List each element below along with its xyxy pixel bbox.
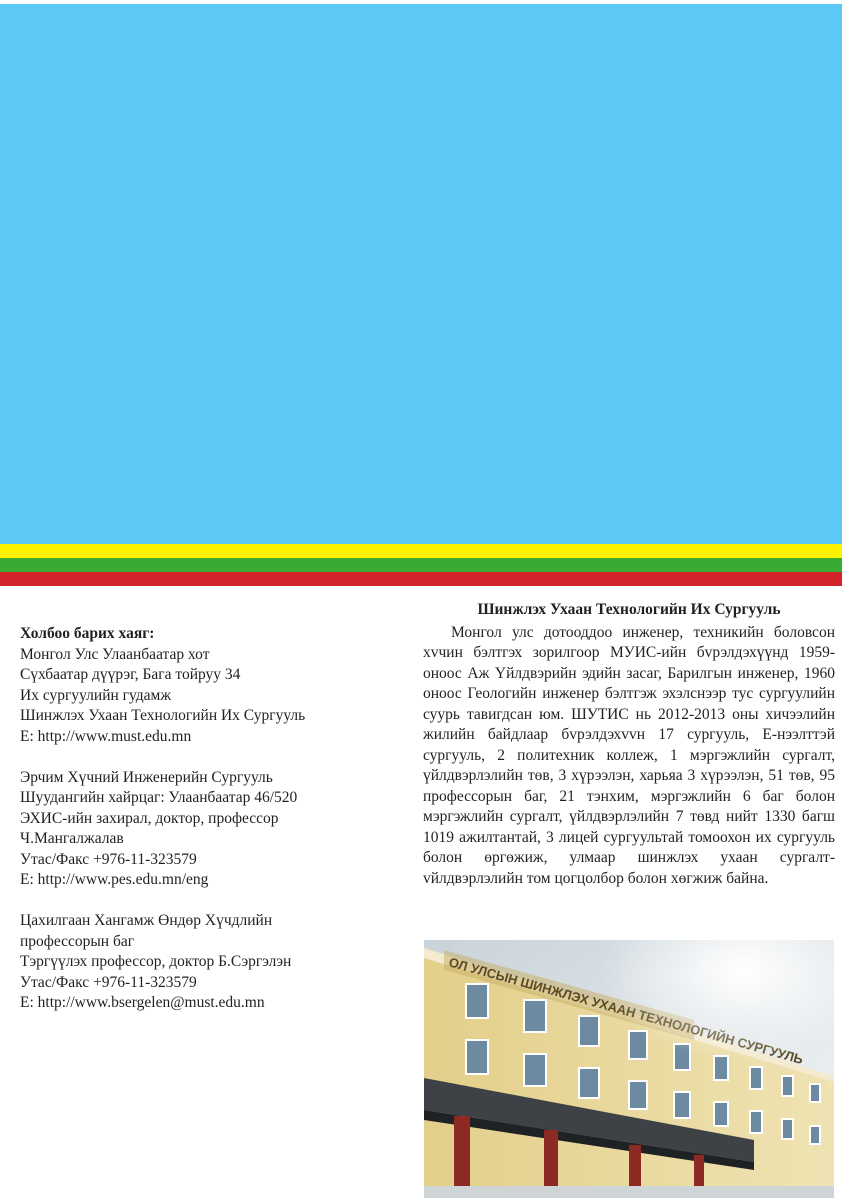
po-box-line: Шуудангийн хайрцаг: Улаанбаатар 46/520: [20, 789, 298, 806]
team-lead: Тэргүүлэх профессор, доктор Б.Сэргэлэн: [20, 953, 292, 970]
about-section: [423, 600, 835, 889]
team-name: Цахилгаан Хангамж Өндөр Хүчдлийн: [20, 912, 273, 929]
address-line: Монгол Улс Улаанбаатар хот: [20, 645, 210, 663]
address-line: Сүхбаатар дүүрэг, Бага тойруу 34: [20, 666, 241, 683]
yellow-stripe: [0, 544, 842, 558]
team-email: E: http://www.bsergelen@must.edu.mn: [20, 994, 265, 1011]
blue-banner: [0, 4, 842, 544]
school-website: E: http://www.pes.edu.mn/eng: [20, 871, 209, 888]
university-website: E: http://www.must.edu.mn: [20, 727, 192, 745]
about-title: Шинжлэх Ухаан Технологийн Их Сургууль: [477, 601, 781, 618]
power-engineering-school-block: [20, 768, 380, 891]
phone-fax: Утас/Факс +976-11-323579: [20, 973, 197, 991]
green-stripe: [0, 558, 842, 572]
school-name: Эрчим Хүчний Инженерийн Сургууль: [20, 768, 273, 786]
about-paragraph: Монгол улс дотооддоо инженер, техникийн боловсон хvчин бэлтгэх зорилгоор МУИС-ийн бvрэлдэхүүнд 1959-оноос Аж Үйлдвэрийн эдийн засаг, Барилгын инженер, 1960 оноос Геологийн инженер бэлтгэж эхэлснээр тус сургуулийн суурь тавигдсан юм. ШУТИС нь 2012-2013 оны хичээлийн жилийн байдлаар бvрэлдэхvvн 17 сургууль, Е-нээлттэй сургууль, 2 политехник коллеж, 1 мэргэжлийн сургалт, үйлдвэрлэлийн төв, 3 хүрээлэн, харьяа 3 хүрээлэн, 51 төв, 95 профессорын баг, 21 тэнхим, мэргэжлийн 6 баг болон мэргэжлийн сургалт, үйлдвэрлэлийн 7 төвд нийт 1330 багш 1019 ажилтантай, 3 лицей сургуультай томоохон их сургууль болон өргөжиж, улмаар шинжлэх ухаан сургалт-vйлдвэрлэлийн том цогцолбор болон хөгжиж байна.: [423, 623, 835, 887]
director-title: ЭХИС-ийн захирал, доктор, профессор: [20, 809, 279, 827]
contact-heading: Холбоо барих хаяг:: [20, 625, 155, 642]
red-stripe: [0, 572, 842, 586]
team-name-cont: профессорын баг: [20, 932, 135, 950]
professor-team-block: [20, 911, 380, 1014]
university-building-photo: [424, 940, 834, 1198]
address-line: Шинжлэх Ухаан Технологийн Их Сургууль: [20, 707, 306, 724]
university-address-block: [20, 645, 380, 748]
director-name: Ч.Мангалжалав: [20, 830, 124, 847]
address-line: Их сургуулийн гудамж: [20, 686, 172, 704]
phone-fax: Утас/Факс +976-11-323579: [20, 850, 197, 868]
contact-section: [20, 624, 380, 1014]
